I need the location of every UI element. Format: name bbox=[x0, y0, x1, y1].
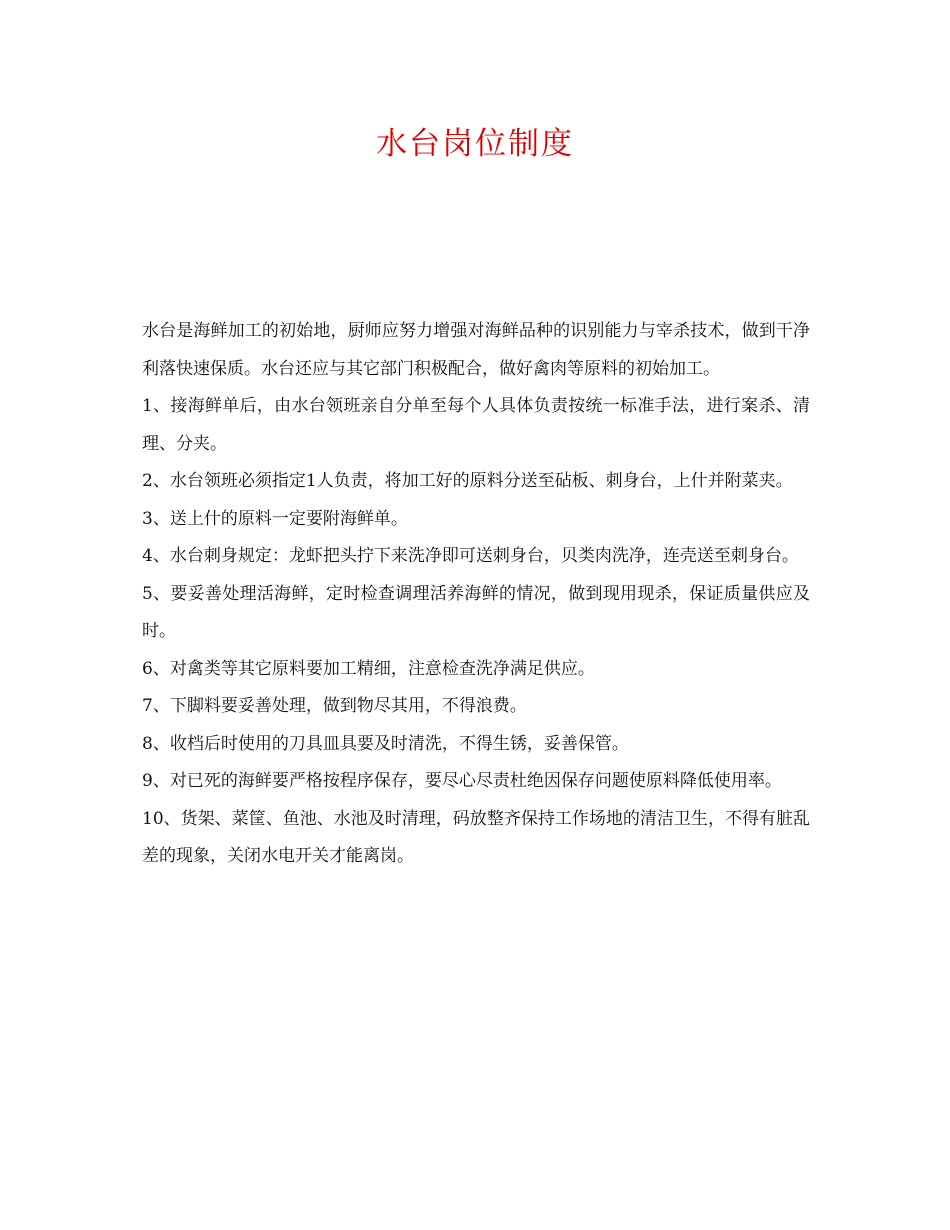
rule-item-10: 10、货架、菜筐、鱼池、水池及时清理，码放整齐保持工作场地的清洁卫生，不得有脏乱差的现象，关闭水电开关才能离岗。 bbox=[142, 808, 810, 866]
rule-item-4: 4、水台刺身规定：龙虾把头拧下来洗净即可送刺身台，贝类肉洗净，连壳送至刺身台。 bbox=[142, 546, 799, 566]
rule-item-3: 3、送上什的原料一定要附海鲜单。 bbox=[142, 508, 408, 529]
document-body bbox=[142, 313, 810, 876]
rule-item-8: 8、收档后时使用的刀具皿具要及时清洗，不得生锈，妥善保管。 bbox=[142, 733, 629, 754]
document-title: 水台岗位制度 bbox=[376, 126, 574, 162]
rule-item-5: 5、要妥善处理活海鲜，定时检查调理活养海鲜的情况，做到现用现杀，保证质量供应及时。 bbox=[142, 583, 810, 641]
rule-item-1: 1、接海鲜单后，由水台领班亲自分单至每个人具体负责按统一标准手法，进行案杀、清理、分夹。 bbox=[142, 396, 810, 454]
rule-item-2: 2、水台领班必须指定1人负责，将加工好的原料分送至砧板、刺身台，上什并附菜夹。 bbox=[142, 471, 793, 491]
rule-item-6: 6、对禽类等其它原料要加工精细，注意检查洗净满足供应。 bbox=[142, 658, 595, 679]
rule-item-9: 9、对已死的海鲜要严格按程序保存，要尽心尽责杜绝因保存问题使原料降低使用率。 bbox=[142, 771, 782, 791]
rule-item-7: 7、下脚料要妥善处理，做到物尽其用，不得浪费。 bbox=[142, 696, 527, 716]
intro-paragraph: 水台是海鲜加工的初始地，厨师应努力增强对海鲜品种的识别能力与宰杀技术，做到干净利落快速保质。水台还应与其它部门积极配合，做好禽肉等原料的初始加工。 bbox=[142, 321, 810, 379]
